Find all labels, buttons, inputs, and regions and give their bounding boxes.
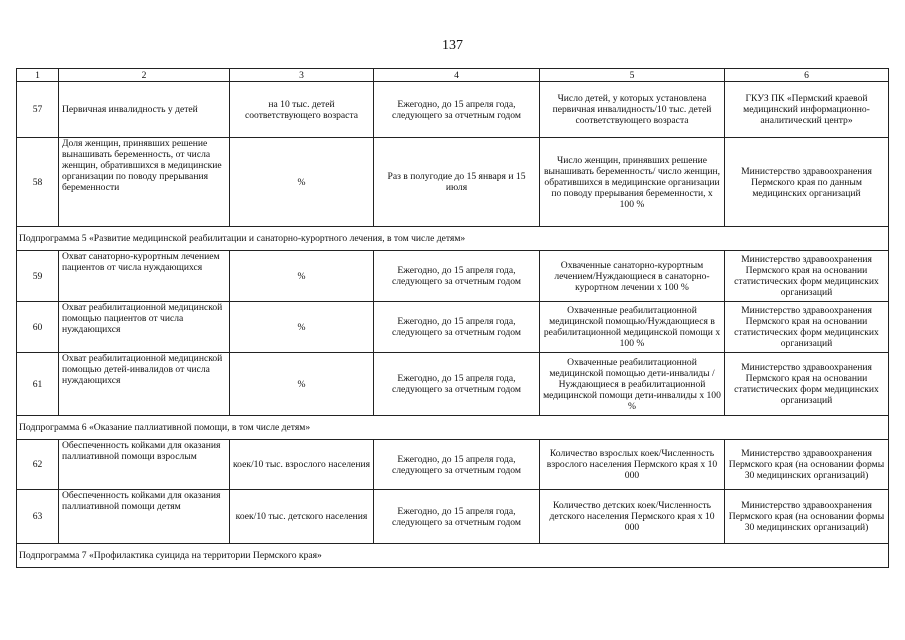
column-header: 2 bbox=[59, 69, 230, 82]
unit-cell: % bbox=[230, 251, 374, 302]
unit-cell: на 10 тыс. детей соответствующего возраста bbox=[230, 82, 374, 138]
row-number: 60 bbox=[17, 302, 59, 353]
row-number: 63 bbox=[17, 490, 59, 544]
unit-cell: коек/10 тыс. взрослого населения bbox=[230, 440, 374, 490]
page-number: 137 bbox=[442, 38, 463, 53]
formula-cell: Число детей, у которых установлена первичная инвалидность/10 тыс. детей соответствующего возраста bbox=[540, 82, 725, 138]
period-cell: Ежегодно, до 15 апреля года, следующего за отчетным годом bbox=[374, 302, 540, 353]
period-cell: Ежегодно, до 15 апреля года, следующего за отчетным годом bbox=[374, 82, 540, 138]
indicator-name: Первичная инвалидность у детей bbox=[59, 82, 230, 138]
table-row bbox=[17, 82, 889, 138]
row-number: 58 bbox=[17, 138, 59, 227]
subprogram-row bbox=[17, 416, 889, 440]
indicator-name: Охват реабилитационной медицинской помощью детей-инвалидов от числа нуждающихся bbox=[59, 353, 230, 416]
table-row bbox=[17, 353, 889, 416]
subprogram-title: Подпрограмма 5 «Развитие медицинской реабилитации и санаторно-курортного лечения, в том числе детям» bbox=[17, 227, 889, 251]
row-number: 59 bbox=[17, 251, 59, 302]
period-cell: Ежегодно, до 15 апреля года, следующего за отчетным годом bbox=[374, 490, 540, 544]
row-number: 62 bbox=[17, 440, 59, 490]
table-row bbox=[17, 251, 889, 302]
unit-cell: % bbox=[230, 138, 374, 227]
unit-cell: % bbox=[230, 353, 374, 416]
source-cell: Министерство здравоохранения Пермского края по данным медицинских организаций bbox=[725, 138, 889, 227]
formula-cell: Количество взрослых коек/Численность взрослого населения Пермского края х 10 000 bbox=[540, 440, 725, 490]
source-cell: Министерство здравоохранения Пермского края на основании статистических форм медицинских организаций bbox=[725, 302, 889, 353]
table-row bbox=[17, 138, 889, 227]
table-header-row bbox=[17, 69, 889, 82]
indicator-name: Обеспеченность койками для оказания паллиативной помощи детям bbox=[59, 490, 230, 544]
subprogram-row bbox=[17, 227, 889, 251]
unit-cell: % bbox=[230, 302, 374, 353]
formula-cell: Охваченные реабилитационной медицинской помощью дети-инвалиды /Нуждающиеся в реабилитационной медицинской помощи дети-инвалиды х 100 % bbox=[540, 353, 725, 416]
column-header: 6 bbox=[725, 69, 889, 82]
subprogram-title: Подпрограмма 7 «Профилактика суицида на территории Пермского края» bbox=[17, 544, 889, 568]
formula-cell: Охваченные реабилитационной медицинской помощью/Нуждающиеся в реабилитационной медицинской помощи х 100 % bbox=[540, 302, 725, 353]
period-cell: Ежегодно, до 15 апреля года, следующего за отчетным годом bbox=[374, 251, 540, 302]
period-cell: Ежегодно, до 15 апреля года, следующего за отчетным годом bbox=[374, 353, 540, 416]
table-row bbox=[17, 302, 889, 353]
period-cell: Раз в полугодие до 15 января и 15 июля bbox=[374, 138, 540, 227]
indicator-name: Доля женщин, принявших решение вынашивать беременность, от числа женщин, обратившихся в медицинские организации по поводу прерывания беременности bbox=[59, 138, 230, 227]
formula-cell: Число женщин, принявших решение вынашивать беременность/ число женщин, обратившихся в медицинские организации по поводу прерывания беременности, х 100 % bbox=[540, 138, 725, 227]
column-header: 4 bbox=[374, 69, 540, 82]
row-number: 61 bbox=[17, 353, 59, 416]
source-cell: Министерство здравоохранения Пермского края (на основании формы 30 медицинских организаций) bbox=[725, 440, 889, 490]
table-row bbox=[17, 490, 889, 544]
indicator-name: Обеспеченность койками для оказания паллиативной помощи взрослым bbox=[59, 440, 230, 490]
source-cell: Министерство здравоохранения Пермского края на основании статистических форм медицинских организаций bbox=[725, 251, 889, 302]
row-number: 57 bbox=[17, 82, 59, 138]
table-row bbox=[17, 440, 889, 490]
source-cell: Министерство здравоохранения Пермского края на основании статистических форм медицинских организаций bbox=[725, 353, 889, 416]
column-header: 1 bbox=[17, 69, 59, 82]
subprogram-title: Подпрограмма 6 «Оказание паллиативной помощи, в том числе детям» bbox=[17, 416, 889, 440]
unit-cell: коек/10 тыс. детского населения bbox=[230, 490, 374, 544]
source-cell: Министерство здравоохранения Пермского края (на основании формы 30 медицинских организаций) bbox=[725, 490, 889, 544]
formula-cell: Охваченные санаторно-курортным лечением/Нуждающиеся в санаторно-курортном лечении х 100 % bbox=[540, 251, 725, 302]
source-cell: ГКУЗ ПК «Пермский краевой медицинский информационно-аналитический центр» bbox=[725, 82, 889, 138]
indicators-table bbox=[16, 68, 889, 568]
period-cell: Ежегодно, до 15 апреля года, следующего за отчетным годом bbox=[374, 440, 540, 490]
indicator-name: Охват реабилитационной медицинской помощью пациентов от числа нуждающихся bbox=[59, 302, 230, 353]
column-header: 5 bbox=[540, 69, 725, 82]
subprogram-row bbox=[17, 544, 889, 568]
indicator-name: Охват санаторно-курортным лечением пациентов от числа нуждающихся bbox=[59, 251, 230, 302]
formula-cell: Количество детских коек/Численность детского населения Пермского края х 10 000 bbox=[540, 490, 725, 544]
column-header: 3 bbox=[230, 69, 374, 82]
